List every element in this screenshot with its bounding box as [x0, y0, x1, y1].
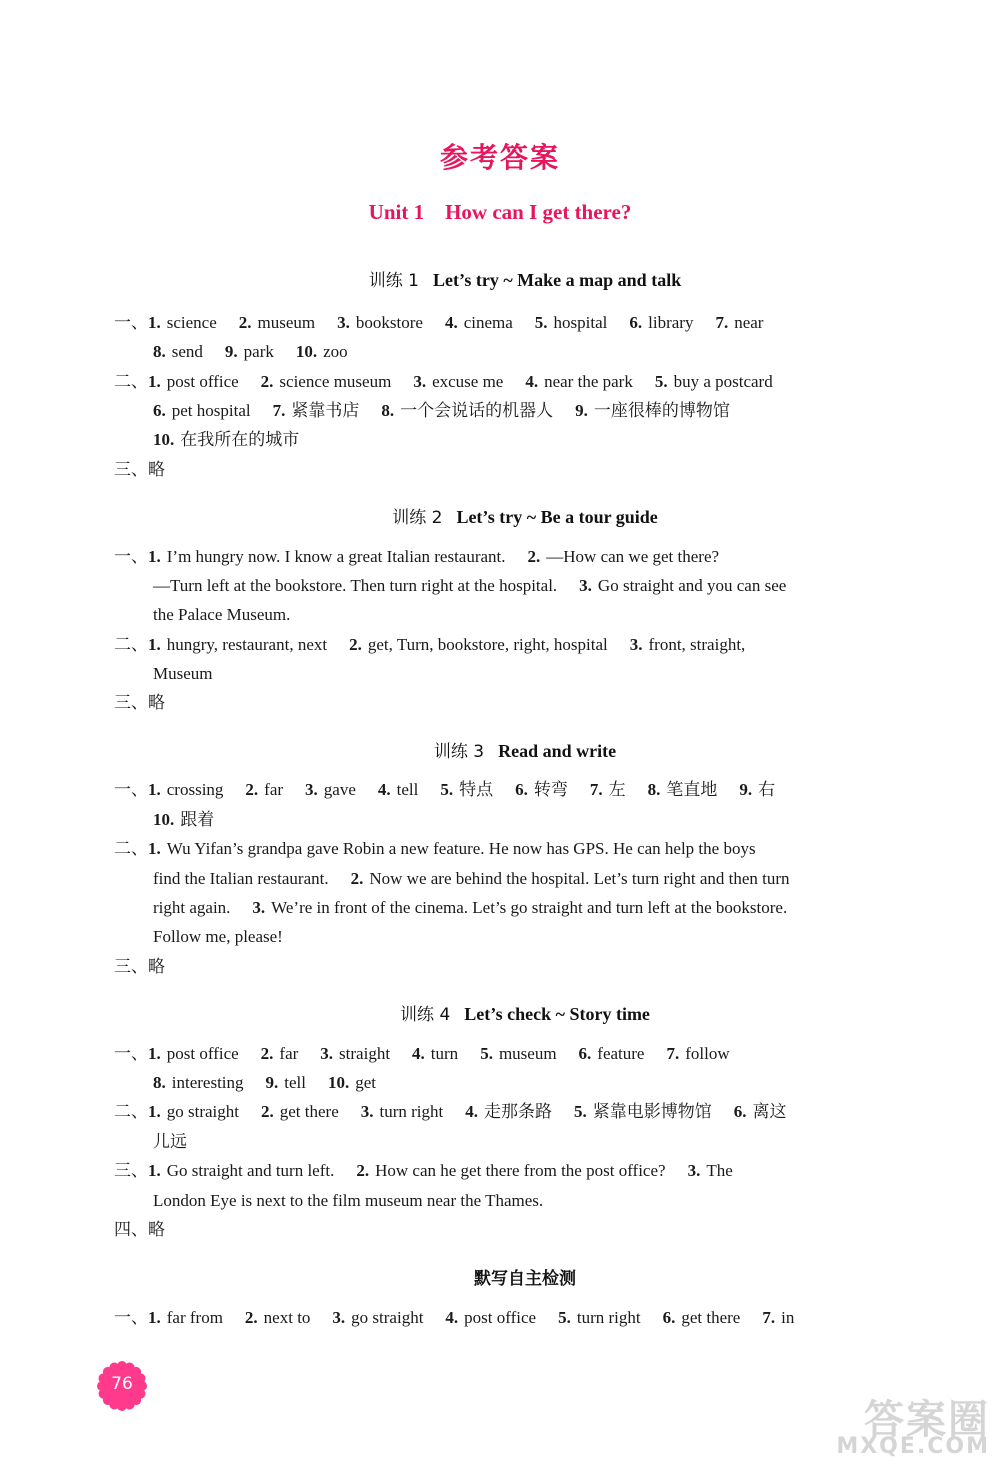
- answer-value: 走那条路: [484, 1102, 552, 1121]
- answer-value: turn: [430, 1044, 459, 1063]
- answer-number: 2.: [350, 869, 364, 888]
- question-group-marker: 四、: [114, 1220, 148, 1240]
- answer-value: post office: [166, 372, 239, 391]
- answer-text: London Eye is next to the film museum near the Thames.: [153, 1191, 544, 1210]
- answer-value: 笔直地: [666, 780, 718, 799]
- answer-text: Museum: [153, 664, 213, 683]
- answer-value: Go straight and turn left.: [166, 1161, 335, 1180]
- answer-text: 儿远: [153, 1132, 187, 1151]
- answer-line: [153, 401, 730, 421]
- answer-number: 7.: [762, 1308, 776, 1327]
- answer-number: 1.: [148, 1102, 161, 1121]
- question-group-marker: 一、: [114, 313, 148, 333]
- answer-line: [114, 1161, 733, 1181]
- answer-number: 6.: [153, 401, 166, 420]
- answer-value: Go straight and you can see: [597, 576, 787, 595]
- answer-value: library: [648, 313, 694, 332]
- answer-value: How can he get there from the post office?: [375, 1161, 666, 1180]
- answer-text: find the Italian restaurant.: [153, 869, 329, 888]
- question-group-marker: 一、: [114, 1044, 148, 1064]
- answer-value: feature: [597, 1044, 645, 1063]
- answer-value: The: [706, 1161, 733, 1180]
- answer-value: I’m hungry now. I know a great Italian restaurant.: [166, 547, 506, 566]
- section-number: 训练 3: [433, 742, 485, 762]
- answer-value: excuse me: [432, 372, 504, 391]
- answer-value: pet hospital: [171, 401, 251, 420]
- answer-number: 4.: [445, 1308, 459, 1327]
- answer-value: 在我所在的城市: [180, 430, 300, 449]
- answer-value: far: [279, 1044, 299, 1063]
- answer-number: 10.: [295, 342, 318, 361]
- answer-number: 5.: [574, 1102, 587, 1121]
- answer-number: 1.: [148, 1308, 161, 1327]
- answer-line: [153, 342, 348, 362]
- answer-line: [153, 576, 786, 596]
- answer-line: [153, 664, 213, 684]
- answer-text: 略: [148, 460, 165, 479]
- answer-number: 5.: [480, 1044, 493, 1063]
- answer-number: 4.: [465, 1102, 478, 1121]
- answer-line: [153, 810, 214, 830]
- answer-number: 4.: [377, 780, 391, 799]
- answer-value: crossing: [166, 780, 224, 799]
- answer-number: 6.: [629, 313, 643, 332]
- answer-number: 2.: [238, 313, 252, 332]
- answer-line: [114, 780, 775, 800]
- answer-number: 1.: [148, 313, 161, 332]
- answer-value: science: [166, 313, 217, 332]
- question-group-marker: 三、: [114, 1161, 148, 1181]
- answer-number: 5.: [654, 372, 668, 391]
- answer-number: 5.: [534, 313, 548, 332]
- answer-value: buy a postcard: [673, 372, 773, 391]
- answer-text: 略: [148, 693, 165, 712]
- answer-text: 略: [148, 957, 165, 976]
- answer-line: [114, 839, 756, 859]
- answer-number: 2.: [349, 635, 362, 654]
- answer-number: 6.: [733, 1102, 747, 1121]
- answer-number: 7.: [272, 401, 286, 420]
- watermark-logo: [790, 1388, 990, 1460]
- answer-number: 10.: [153, 430, 175, 449]
- answer-line: [153, 898, 787, 918]
- answer-number: 8.: [153, 1073, 166, 1092]
- answer-text: 略: [148, 1220, 165, 1239]
- answer-value: Now we are behind the hospital. Let’s turn right and then turn: [369, 869, 790, 888]
- section-number: 训练 4: [400, 1005, 451, 1025]
- question-group-marker: 一、: [114, 1308, 148, 1328]
- question-group-marker: 二、: [114, 1102, 148, 1122]
- answer-number: 6.: [515, 780, 528, 799]
- section-title: Let’s try ~ Be a tour guide: [456, 507, 658, 527]
- answer-value: far from: [166, 1308, 223, 1327]
- section-number: 训练 1: [368, 271, 420, 291]
- answer-value: get, Turn, bookstore, right, hospital: [367, 635, 608, 654]
- answer-value: gave: [323, 780, 356, 799]
- answer-number: 8.: [647, 780, 661, 799]
- answer-number: 7.: [666, 1044, 680, 1063]
- answer-number: 2.: [260, 1044, 274, 1063]
- section-heading: [0, 1000, 1000, 1025]
- answer-value: near the park: [544, 372, 633, 391]
- answer-number: 8.: [153, 342, 166, 361]
- answer-value: far: [264, 780, 284, 799]
- answer-value: follow: [685, 1044, 730, 1063]
- answer-line: [114, 547, 719, 567]
- answer-text: the Palace Museum.: [153, 605, 291, 624]
- answer-value: straight: [339, 1044, 391, 1063]
- answer-line: [114, 1220, 165, 1240]
- answer-text: right again.: [153, 898, 231, 917]
- answer-number: 3.: [252, 898, 266, 917]
- question-group-marker: 一、: [114, 780, 148, 800]
- answer-value: We’re in front of the cinema. Let’s go straight and turn left at the bookstore.: [271, 898, 788, 917]
- answer-value: museum: [498, 1044, 557, 1063]
- section-title: Let’s try ~ Make a map and talk: [433, 270, 682, 290]
- answer-value: 左: [608, 780, 626, 799]
- answer-line: [153, 605, 290, 625]
- answer-number: 1.: [148, 1161, 161, 1180]
- watermark-top: 答案圈: [864, 1397, 990, 1443]
- answer-number: 3.: [413, 372, 427, 391]
- answer-number: 9.: [265, 1073, 279, 1092]
- answer-number: 1.: [148, 635, 161, 654]
- answer-number: 3.: [337, 313, 350, 332]
- section-heading: [0, 266, 1000, 291]
- answer-number: 9.: [575, 401, 588, 420]
- answer-number: 1.: [148, 547, 161, 566]
- answer-line: [114, 957, 165, 977]
- answer-number: 1.: [148, 372, 161, 391]
- answer-value: —How can we get there?: [546, 547, 720, 566]
- answer-value: museum: [257, 313, 316, 332]
- answer-number: 6.: [578, 1044, 592, 1063]
- answer-value: tell: [284, 1073, 306, 1092]
- answer-value: hospital: [553, 313, 608, 332]
- answer-value: turn right: [576, 1308, 641, 1327]
- question-group-marker: 二、: [114, 372, 148, 392]
- answer-value: send: [171, 342, 203, 361]
- answer-value: 转弯: [533, 780, 568, 799]
- section-title: Let’s check ~ Story time: [464, 1004, 650, 1024]
- answer-line: [114, 372, 773, 392]
- question-group-marker: 二、: [114, 635, 148, 655]
- section-heading: [0, 1264, 1000, 1289]
- answer-number: 3.: [305, 780, 318, 799]
- answer-number: 4.: [525, 372, 539, 391]
- answer-line: [114, 635, 745, 655]
- section-heading: [0, 503, 1000, 528]
- answer-number: 5.: [558, 1308, 571, 1327]
- answer-value: front, straight,: [648, 635, 746, 654]
- answer-number: 9.: [739, 780, 753, 799]
- answer-value: 跟着: [180, 810, 215, 829]
- answer-number: 3.: [687, 1161, 701, 1180]
- answer-line: [153, 1191, 543, 1211]
- answer-value: go straight: [351, 1308, 424, 1327]
- answer-number: 7.: [589, 780, 603, 799]
- question-group-marker: 二、: [114, 839, 148, 859]
- answer-number: 2.: [244, 1308, 258, 1327]
- answer-line: [114, 460, 165, 480]
- answer-value: in: [781, 1308, 795, 1327]
- answer-value: tell: [396, 780, 419, 799]
- section-title: 默写自主检测: [474, 1269, 576, 1289]
- answer-line: [114, 1308, 794, 1328]
- answer-line: [153, 1132, 187, 1152]
- answer-value: post office: [166, 1044, 239, 1063]
- answer-value: near: [734, 313, 764, 332]
- question-group-marker: 三、: [114, 693, 148, 713]
- answer-value: interesting: [171, 1073, 244, 1092]
- unit-title: Unit 1 How can I get there?: [368, 200, 632, 224]
- answer-number: 3.: [320, 1044, 334, 1063]
- answer-text: Follow me, please!: [153, 927, 283, 946]
- section-title: Read and write: [498, 741, 617, 761]
- question-group-marker: 三、: [114, 957, 148, 977]
- answer-number: 1.: [148, 780, 161, 799]
- answer-value: zoo: [323, 342, 348, 361]
- answer-value: park: [243, 342, 274, 361]
- answer-value: post office: [464, 1308, 537, 1327]
- answer-number: 1.: [148, 1044, 161, 1063]
- answer-text: —Turn left at the bookstore. Then turn right at the hospital.: [153, 576, 558, 595]
- answer-key-title: 参考答案: [439, 141, 560, 174]
- answer-number: 5.: [440, 780, 454, 799]
- answer-value: next to: [263, 1308, 311, 1327]
- answer-number: 3.: [332, 1308, 346, 1327]
- answer-line: [114, 1102, 787, 1122]
- page-number: 76: [111, 1374, 133, 1394]
- answer-number: 2.: [356, 1161, 370, 1180]
- answer-line: [153, 869, 790, 889]
- answer-number: 2.: [260, 372, 274, 391]
- answer-value: science museum: [279, 372, 392, 391]
- answer-number: 2.: [527, 547, 541, 566]
- answer-value: cinema: [463, 313, 513, 332]
- section-heading: [0, 737, 1000, 762]
- answer-value: hungry, restaurant, next: [166, 635, 328, 654]
- answer-value: 紧靠电影博物馆: [592, 1102, 712, 1121]
- answer-line: [153, 927, 283, 947]
- answer-line: [153, 1073, 376, 1093]
- answer-line: [114, 693, 165, 713]
- answer-value: 紧靠书店: [291, 401, 360, 420]
- question-group-marker: 一、: [114, 547, 148, 567]
- answer-value: 特点: [459, 780, 494, 799]
- answer-number: 2.: [245, 780, 259, 799]
- answer-number: 1.: [148, 839, 161, 858]
- answer-value: 离这: [752, 1102, 787, 1121]
- answer-line: [153, 430, 299, 450]
- answer-number: 7.: [715, 313, 729, 332]
- answer-value: get there: [681, 1308, 741, 1327]
- answer-number: 6.: [662, 1308, 676, 1327]
- page-number-badge: [96, 1360, 148, 1412]
- answer-value: get: [355, 1073, 377, 1092]
- answer-value: turn right: [379, 1102, 444, 1121]
- answer-number: 10.: [153, 810, 175, 829]
- answer-number: 4.: [444, 313, 458, 332]
- answer-value: 右: [758, 780, 776, 799]
- answer-value: bookstore: [355, 313, 423, 332]
- answer-number: 8.: [381, 401, 395, 420]
- answer-number: 9.: [224, 342, 238, 361]
- answer-value: 一个会说话的机器人: [400, 401, 554, 420]
- answer-value: go straight: [166, 1102, 239, 1121]
- answer-line: [114, 1044, 730, 1064]
- answer-value: get there: [279, 1102, 339, 1121]
- answer-number: 2.: [261, 1102, 274, 1121]
- answer-value: Wu Yifan’s grandpa gave Robin a new feature. He now has GPS. He can help the boys: [166, 839, 756, 858]
- answer-number: 3.: [579, 576, 592, 595]
- section-number: 训练 2: [392, 508, 443, 528]
- answer-number: 3.: [629, 635, 643, 654]
- answer-value: 一座很棒的博物馆: [593, 401, 730, 420]
- answer-number: 10.: [327, 1073, 350, 1092]
- watermark-bottom: MXQE.COM: [836, 1434, 990, 1459]
- question-group-marker: 三、: [114, 460, 148, 480]
- answer-number: 3.: [360, 1102, 374, 1121]
- answer-number: 4.: [412, 1044, 425, 1063]
- answer-line: [114, 313, 763, 333]
